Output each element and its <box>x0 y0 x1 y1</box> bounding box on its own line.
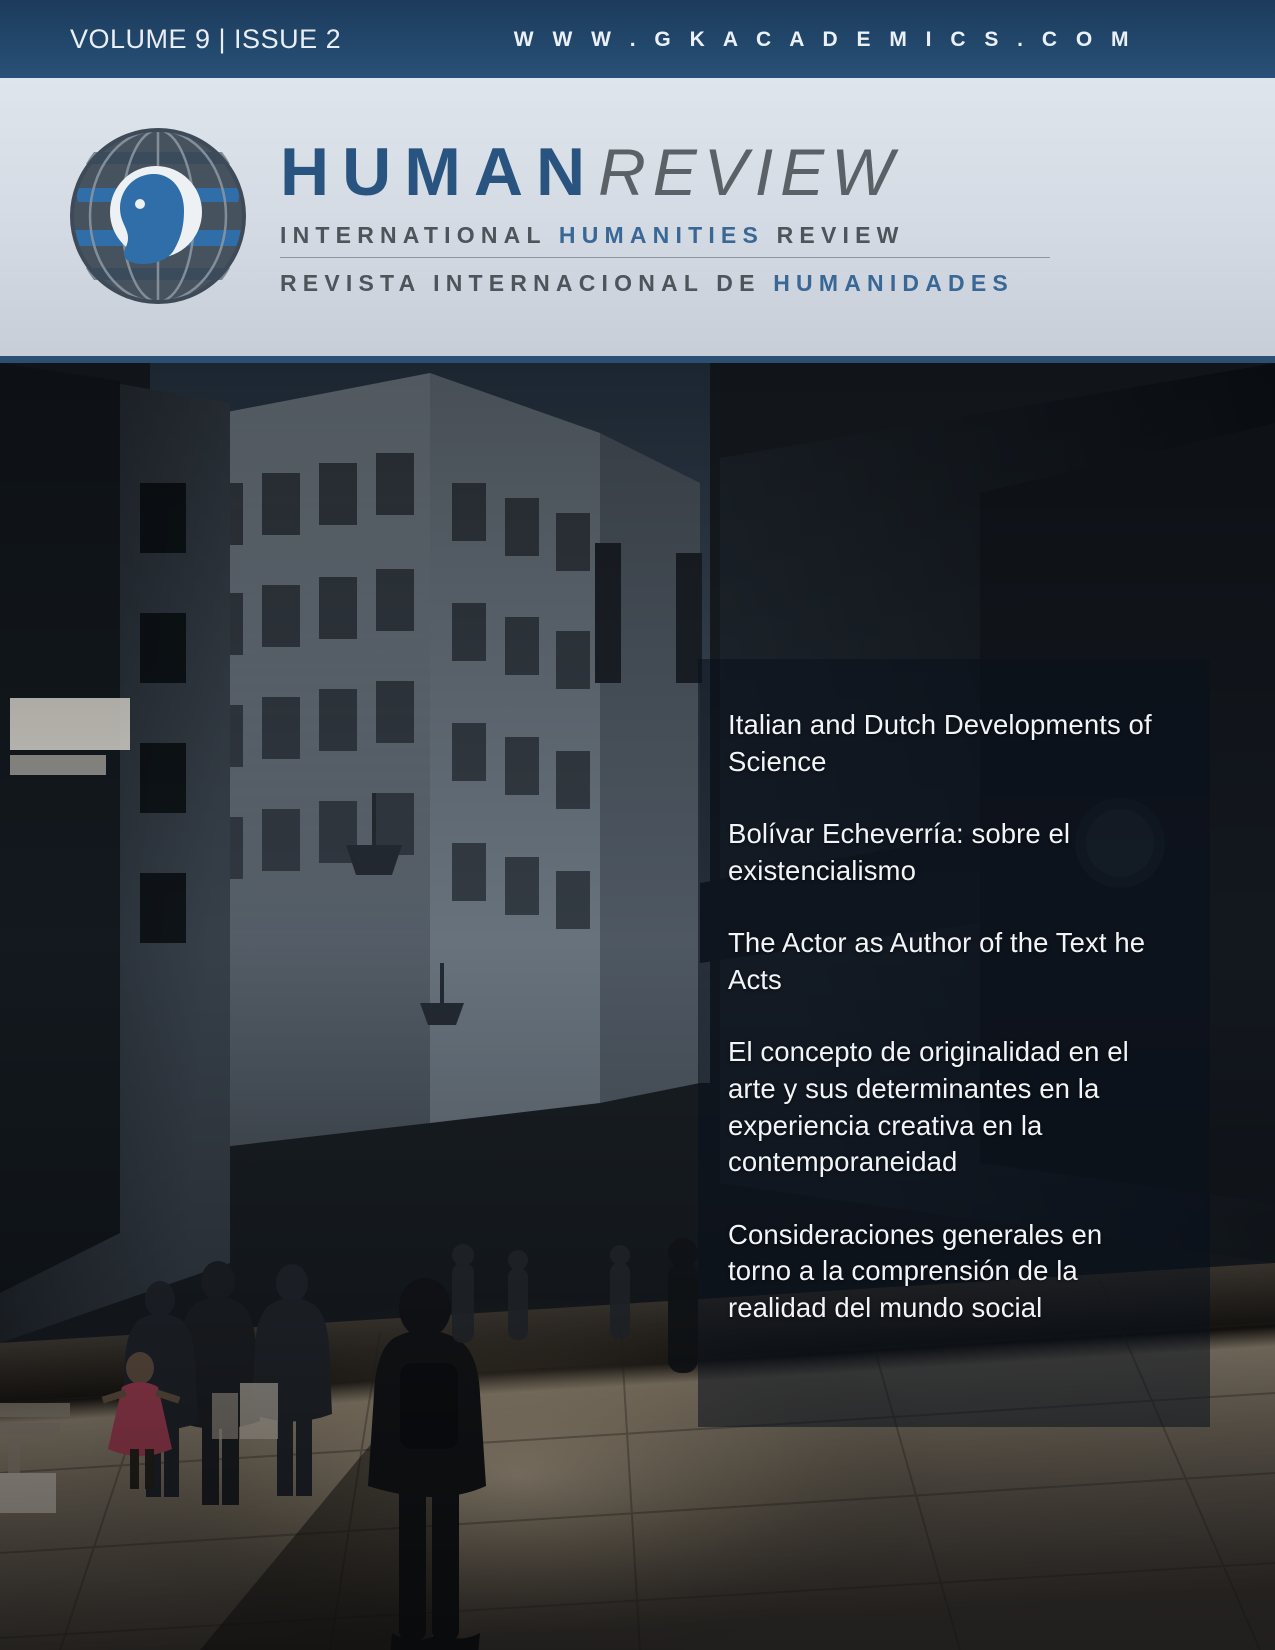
subtitle-en-part2: REVIEW <box>764 222 905 248</box>
subtitle-es-part1: REVISTA INTERNACIONAL DE <box>280 270 774 296</box>
top-bar <box>0 0 1275 78</box>
subtitle-en-highlight: HUMANITIES <box>558 222 765 248</box>
subtitle-en-part1: INTERNATIONAL <box>280 222 559 248</box>
website-url: W W W . G K A C A D E M I C S . C O M <box>513 28 1135 51</box>
masthead <box>0 78 1275 363</box>
subtitle-english <box>280 222 1070 249</box>
title-review: REVIEW <box>598 135 901 209</box>
volume-issue-label: VOLUME 9 | ISSUE 2 <box>70 24 342 54</box>
divider <box>280 257 1050 258</box>
globe-head-icon <box>68 126 248 306</box>
list-item: Consideraciones generales en torno a la comprensión de la realidad del mundo social <box>728 1218 1103 1323</box>
list-item: The Actor as Author of the Text he Acts <box>728 927 1146 995</box>
journal-title-block <box>280 134 1070 297</box>
list-item: Italian and Dutch Developments of Science <box>728 709 1152 777</box>
article-titles-panel <box>698 659 1210 1427</box>
subtitle-spanish <box>280 270 1070 297</box>
journal-title <box>280 134 1070 210</box>
title-human: HUMAN <box>280 134 599 210</box>
article-list <box>728 707 1170 1326</box>
list-item: Bolívar Echeverría: sobre el existencialismo <box>728 818 1071 886</box>
list-item: El concepto de originalidad en el arte y sus determinantes en la experiencia creativa en la contemporaneidad <box>728 1036 1129 1178</box>
subtitle-es-highlight: HUMANIDADES <box>773 270 1014 296</box>
